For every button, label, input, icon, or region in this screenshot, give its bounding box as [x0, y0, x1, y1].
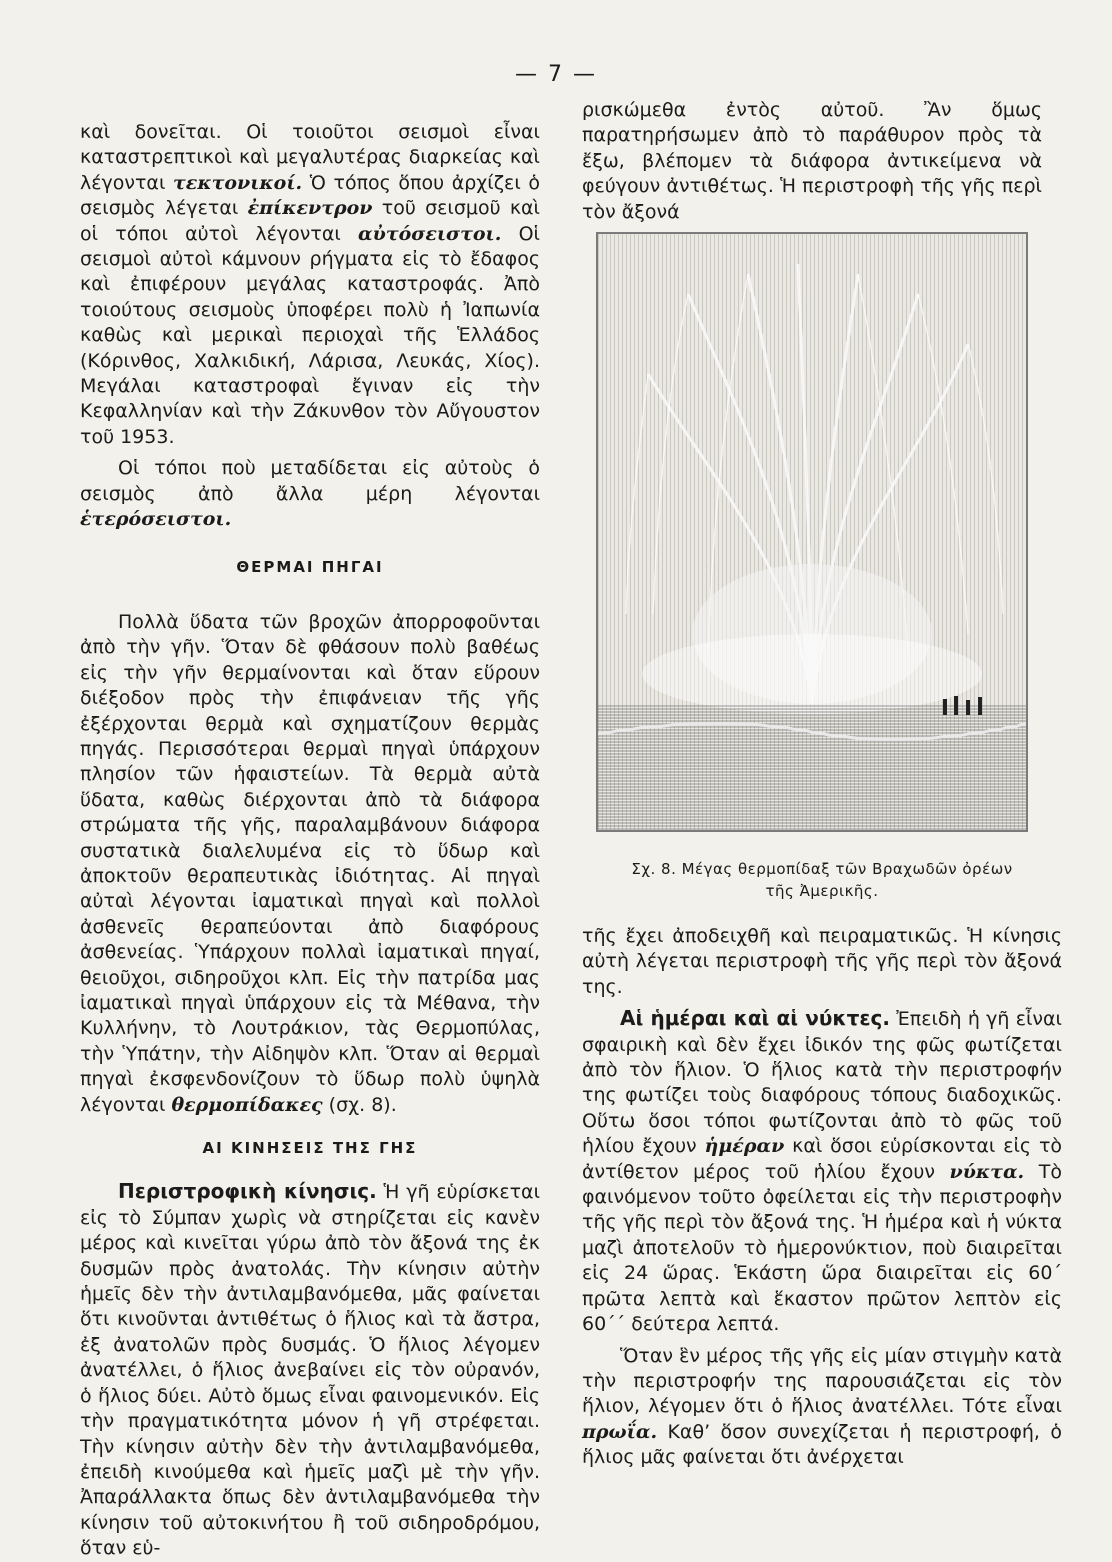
text-run: τοῦ σεισμοῦ καὶ οἱ τόποι αὐτοὶ λέγονται: [80, 197, 540, 245]
lead-days-nights: Αἱ ἡμέραι καὶ αἱ νύκτες.: [620, 1006, 890, 1031]
term-proia: πρωΐα.: [582, 1420, 658, 1443]
heading-thermal-springs: ΘΕΡΜΑΙ ΠΗΓΑΙ: [236, 557, 384, 576]
text-run: Τὸ φαινόμενον τοῦτο ὀφείλεται εἰς τὴν περιστροφὴν τῆς γῆς περὶ τὸν ἄξονά της. Ἡ ἡμέρα καὶ ἡ νύκτα μαζὶ ἀποτελοῦν τὸ ἡμερονύκτιον, ποὺ διαιρεῖται εἰς 24 ὥρας. Ἑκάστη ὥρα διαιρεῖται εἰς 60΄ πρῶτα λεπτὰ καὶ ἕκαστον πρῶτον λεπτὸν εἰς 60΄΄ δεύτερα λεπτά.: [582, 1160, 1062, 1336]
text-run: Οἱ τόποι ποὺ μεταδίδεται εἰς αὐτοὺς ὁ σεισμὸς ἀπὸ ἄλλα μέρη λέγονται: [80, 457, 540, 505]
lead-rotation: Περιστροφικὴ κίνησις.: [118, 1179, 377, 1204]
paragraph-rotation-continued: ρισκώμεθα ἐντὸς αὐτοῦ. Ἂν ὅμως παρατηρήσωμεν ἀπὸ τὸ παράθυρον πρὸς τὰ ἔξω, βλέπομεν τὰ διάφορα ἀντικείμενα νὰ φεύγουν ἀντιθέτως. Ἡ περιστροφὴ τῆς γῆς περὶ τὸν ἄξονά: [582, 99, 1042, 223]
text-run: Καθ’ ὅσον συνεχίζεται ἡ περιστροφή, ὁ ἥλιος μᾶς φαίνεται ὅτι ἀνέρχεται: [582, 1420, 1062, 1469]
term-eteroseistoi: ἑτερόσειστοι.: [80, 508, 232, 531]
right-column-bottom: [582, 924, 1062, 1471]
paragraph-sunrise: [582, 1344, 1062, 1471]
page-number: — 7 —: [515, 62, 597, 87]
left-column: [80, 120, 540, 1562]
text-run: καὶ δονεῖται. Οἱ τοιοῦτοι σεισμοὶ εἶναι καταστρεπτικοὶ καὶ μεγαλυτέρας διαρκείας καὶ λέγονται: [80, 121, 540, 194]
text-run: (σχ. 8).: [322, 1093, 397, 1116]
term-imeran: ἡμέραν: [704, 1135, 785, 1158]
paragraph-rotation-proof: τῆς ἔχει ἀποδειχθῆ καὶ πειραματικῶς. Ἡ κίνησις αὐτὴ λέγεται περιστροφὴ τῆς γῆς περὶ τὸν ἄξονά της.: [582, 925, 1062, 998]
text-run: Ἡ γῆ εὑρίσκεται εἰς τὸ Σύμπαν χωρὶς νὰ στηρίζεται εἰς κανὲν μέρος καὶ κινεῖται γύρω ἀπὸ τὸν ἄξονά της ἐκ δυσμῶν πρὸς ἀνατολάς. Τὴν κίνησιν αὐτὴν ἡμεῖς δὲν τὴν ἀντιλαμβανόμεθα, μᾶς φαίνεται ὅτι κινοῦνται ἀντιθέτως ὁ ἥλιος καὶ τὰ ἄστρα, ἐξ ἀνατολῶν πρὸς δυσμάς. Ὁ ἥλιος λέγομεν ἀνατέλλει, ὁ ἥλιος ἀνεβαίνει εἰς τὸν οὐρανόν, ὁ ἥλιος δύει. Αὐτὸ ὅμως εἶναι φαινομενικόν. Εἰς τὴν πραγματικότητα μόνον ἡ γῆ στρέφεται. Τὴν κίνησιν αὐτὴν δὲν τὴν ἀντιλαμβανόμεθα, ἐπειδὴ κινούμεθα καὶ ἡμεῖς μαζὶ μὲ τὴν γῆν. Ἀπαράλλακτα ὅπως δὲν ἀντιλαμβανόμεθα τὴν κίνησιν τοῦ αὐτοκινήτου ἢ τοῦ σιδηροδρόμου, ὅταν εὑ-: [80, 1181, 540, 1560]
text-run: Ὁ τόπος ὅπου ἀρχίζει ὁ σεισμὸς λέγεται: [80, 171, 540, 220]
paragraph-thermal-springs: [80, 610, 540, 1118]
term-thermopidakes: θερμοπίδακες: [171, 1093, 323, 1116]
figure-geyser: [596, 232, 1028, 832]
text-run: Πολλὰ ὕδατα τῶν βροχῶν ἀπορροφοῦνται ἀπὸ τὴν γῆν. Ὅταν δὲ φθάσουν πολὺ βαθέως εἰς τὴν γῆν θερμαίνονται καὶ ὅταν εὕρουν διέξοδον πρὸς τὴν ἐπιφάνειαν τῆς γῆς ἐξέρχονται θερμὰ καὶ σχηματίζουν θερμὰς πηγάς. Περισσότεραι θερμαὶ πηγαὶ ὑπάρχουν πλησίον τῶν ἡφαιστείων. Τὰ θερμὰ αὐτὰ ὕδατα, καθὼς διέρχονται ἀπὸ τὰ διάφορα στρώματα τῆς γῆς, παραλαμβάνουν διάφορα συστατικὰ διαλελυμένα εἰς τὸ ὕδωρ καὶ ἀποκτοῦν θεραπευτικὰς ἰδιότητας. Αἱ πηγαὶ αὐταὶ λέγονται ἰαματικαὶ πηγαὶ καὶ πολλοὶ ἀσθενεῖς θεραπεύονται ἀπὸ διαφόρους ἀσθενείας. Ὑπάρχουν πολλαὶ ἰαματικαὶ πηγαί, θειοῦχοι, σιδηροῦχοι κλπ. Εἰς τὴν πατρίδα μας ἰαματικαὶ πηγαὶ ὑπάρχουν εἰς τὰ Μέθανα, τὴν Κυλλήνην, τὸ Λουτράκιον, τὰς Θερμοπύλας, τὴν Ὑπάτην, τὴν Αἰδηψὸν κλπ. Ὅταν αἱ θερμαὶ πηγαὶ ἐκσφενδονίζουν τὸ ὕδωρ πολὺ ὑψηλὰ λέγονται: [80, 610, 540, 1116]
text-run: Ἐπειδὴ ἡ γῆ εἶναι σφαιρικὴ καὶ δὲν ἔχει ἰδικόν της φῶς φωτίζεται ἀπὸ τὸν ἥλιον. Ὁ ἥλιος κατὰ τὴν περιστροφήν της φωτίζει τοὺς διαφόρους τόπους διαδοχικῶς. Οὕτω ὅσοι τόποι φωτίζονται ἀπὸ τὸ φῶς τοῦ ἡλίου ἔχουν: [582, 1008, 1062, 1158]
term-aftoseistoi: αὐτόσειστοι.: [358, 222, 502, 245]
figure-caption: [582, 858, 1062, 902]
text-run: Οἱ σεισμοὶ αὐτοὶ κάμνουν ρήγματα εἰς τὸ ἔδαφος καὶ ἐπιφέρουν μεγάλας καταστροφάς. Ἀπὸ τοιούτους σεισμοὺς ὑποφέρει πολὺ ἡ Ἰαπωνία καθὼς καὶ μερικαὶ περιοχαὶ τῆς Ἑλλάδος (Κόρινθος, Χαλκιδική, Λάρισα, Λευκάς, Χίος). Μεγάλαι καταστροφαὶ ἔγιναν εἰς τὴν Κεφαλληνίαν καὶ τὴν Ζάκυνθον τὸν Αὔγουστον τοῦ 1953.: [80, 222, 540, 448]
paragraph-eteroseistoi: [80, 456, 540, 532]
right-column-top: [582, 98, 1042, 225]
paragraph-rotation: [80, 1179, 540, 1561]
text-run: καὶ ὅσοι εὑρίσκονται εἰς τὸ ἀντίθετον μέρος τοῦ ἡλίου ἔχουν: [582, 1135, 1063, 1183]
paragraph-days-nights: [582, 1006, 1062, 1337]
text-run: Ὅταν ἓν μέρος τῆς γῆς εἰς μίαν στιγμὴν κατὰ τὴν περιστροφήν της παρουσιάζεται εἰς τὸν ἥλιον, λέγομεν ὅτι ὁ ἥλιος ἀνατέλλει. Τότε εἶναι: [582, 1344, 1062, 1418]
paragraph-earthquakes: [80, 120, 540, 450]
term-epikentron: ἐπίκεντρον: [247, 197, 373, 220]
term-nykta: νύκτα.: [949, 1160, 1025, 1183]
term-tektonikoi: τεκτονικοί.: [173, 171, 303, 194]
heading-earth-motions: ΑΙ ΚΙΝΗΣΕΙΣ ΤΗΣ ΓΗΣ: [202, 1139, 418, 1158]
caption-line-1: Σχ. 8. Μέγας θερμοπίδαξ τῶν Βραχωδῶν ὀρέων: [631, 860, 1013, 878]
caption-line-2: τῆς Ἀμερικῆς.: [765, 882, 879, 900]
geyser-engraving-illustration-icon: [598, 234, 1026, 830]
